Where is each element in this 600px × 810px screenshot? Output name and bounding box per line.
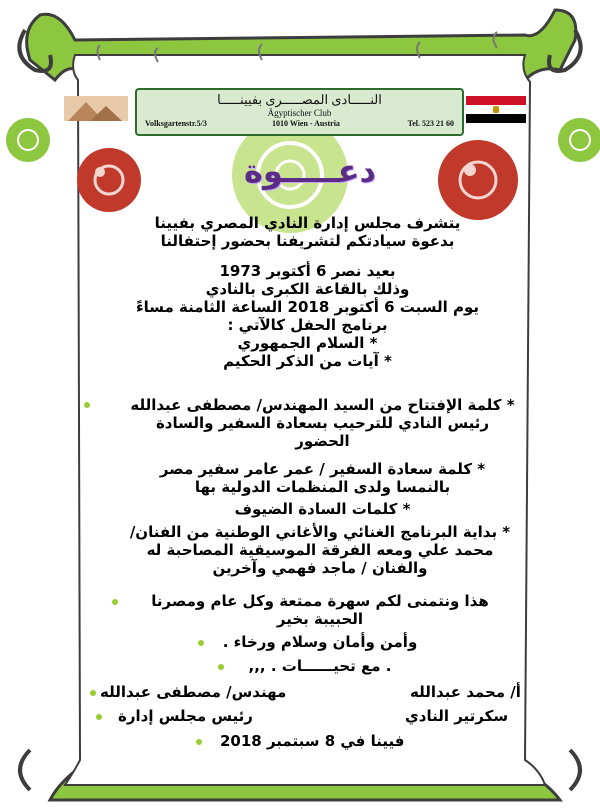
ornament-green-small-left [6,118,50,162]
program-item [110,460,535,496]
program-line: بالنمسا ولدى المنظمات الدولية بها [194,478,451,496]
club-name-german: Ägyptischer Club [267,108,332,118]
club-phone: Tel. 523 21 60 [407,119,454,128]
program-line: هذا ونتمنى لكم سهرة ممتعة وكل عام ومصرنا [151,592,489,610]
event-line: برنامج الحفل كالآتي : [227,316,388,334]
program-item [95,523,545,577]
ornament-red-right [438,140,518,220]
signature-left-name: مهندس/ مصطفى عبدالله [100,683,287,701]
club-header [135,88,464,136]
club-city: 1010 Wien - Austria [272,119,340,128]
signature-right-name: أ/ محمد عبدالله [410,683,521,701]
bullet-icon [84,402,90,408]
program-item [230,657,410,675]
program-line: محمد علي ومعه الفرقة الموسيقية المصاحبة له [146,541,494,559]
event-line: بعيد نصر 6 أكتوبر 1973 [219,262,396,280]
program-line: * كلمات السادة الضيوف [234,500,411,518]
intro-block [70,214,545,250]
bullet-icon [196,739,202,745]
ornament-green-small-right [558,118,600,162]
program-item [100,396,545,450]
event-line: * السلام الجمهوري [237,334,378,352]
ornament-red-left [77,148,141,212]
program-line: . مع تحيــــــات . ,,, [248,657,392,675]
event-line: يوم السبت 6 أكتوبر 2018 الساعة الثامنة مساءً [135,298,480,316]
program-line: وأمن وأمان وسلام ورخاء . [222,633,418,651]
program-line: الحبيبة بخير [276,610,364,628]
bullet-icon [90,690,96,696]
intro-line: بدعوة سيادتكم لتشريفنا بحضور إحتفالنا [160,232,455,250]
program-item [110,500,535,518]
program-line: * بداية البرنامج الغنائي والأغاني الوطنية من الفنان/ [129,523,511,541]
program-line: الحضور [295,432,350,450]
event-line: * آيات من الذكر الحكيم [223,352,392,370]
signature-right-role: سكرتير النادي [405,707,509,725]
egypt-flag-icon [466,96,526,123]
event-block [70,262,545,370]
club-name-arabic: النـــــادى المصـــــرى بفيينـــــا [217,92,382,107]
letter-date: فيينا في 8 سبتمبر 2018 [220,732,405,750]
bullet-icon [96,714,102,720]
program-line: * كلمة الإفتتاح من السيد المهندس/ مصطفى عبدالله [130,396,515,414]
event-line: وذلك بالقاعة الكبرى بالنادي [205,280,410,298]
invitation-title: دعـــــوة [244,152,376,190]
program-item [210,633,430,651]
program-line: رئيس النادي للترحيب بسعادة السفير والسادة [155,414,490,432]
program-item [120,592,520,628]
bullet-icon [218,664,224,670]
bullet-icon [198,640,204,646]
program-line: * كلمة سعادة السفير / عمر عامر سفير مصر [159,460,486,478]
program-line: والفنان / ماجد فهمي وآخرين [212,559,428,577]
bullet-icon [112,599,118,605]
intro-line: يتشرف مجلس إدارة النادي المصري بفيينا [154,214,461,232]
pyramids-image [64,96,128,121]
signature-left-role: رئيس مجلس إدارة [118,707,253,725]
club-address: Volksgartenstr.5/3 [145,119,207,128]
